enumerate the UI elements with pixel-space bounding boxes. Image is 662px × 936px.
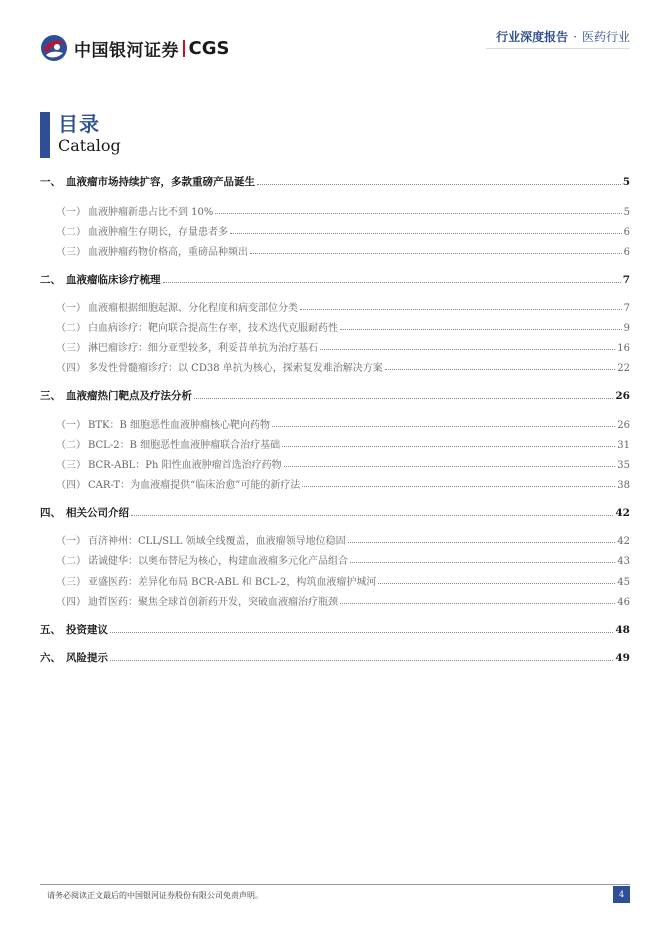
toc-entry-title[interactable]: BTK：B 细胞恶性血液肿瘤核心靶向药物 bbox=[88, 420, 271, 431]
toc-dot-leader bbox=[282, 446, 615, 447]
toc-entry-number: （一） bbox=[56, 420, 86, 431]
toc-entry-number: （四） bbox=[56, 363, 86, 374]
industry-label: 医药行业 bbox=[581, 30, 630, 44]
toc-entry-page: 49 bbox=[615, 652, 630, 664]
toc-entry-title[interactable]: 百济神州：CLL/SLL 领域全线覆盖，血液瘤领导地位稳固 bbox=[88, 536, 346, 547]
toc-entry-title[interactable]: 血液肿瘤新患占比不到 10% bbox=[88, 207, 214, 218]
header-rule bbox=[486, 48, 630, 49]
toc-subsection-entry[interactable] bbox=[40, 532, 630, 547]
toc-entry-title[interactable]: 白血病诊疗：靶向联合提高生存率，技术迭代克服耐药性 bbox=[88, 323, 338, 334]
toc-entry-number: （三） bbox=[56, 577, 86, 588]
report-type: 行业深度报告 bbox=[496, 30, 569, 44]
toc-entry-number: （一） bbox=[56, 536, 86, 547]
toc-entry-title[interactable]: 投资建议 bbox=[66, 624, 108, 636]
toc-entry-page: 26 bbox=[615, 390, 630, 402]
toc-section-entry[interactable] bbox=[40, 388, 630, 403]
toc-subsection-entry[interactable] bbox=[40, 436, 630, 451]
toc-dot-leader bbox=[340, 603, 615, 604]
toc-subsection-entry[interactable] bbox=[40, 416, 630, 431]
toc-entry-number: （四） bbox=[56, 480, 86, 491]
toc-entry-number: 一、 bbox=[40, 176, 61, 188]
toc-dot-leader bbox=[163, 282, 621, 283]
toc-entry-page: 42 bbox=[615, 507, 630, 519]
toc-section-entry[interactable] bbox=[40, 622, 630, 637]
toc-entry-title[interactable]: 亚盛医药：差异化布局 BCR-ABL 和 BCL-2，构筑血液瘤护城河 bbox=[88, 577, 377, 588]
toc-accent-bar bbox=[40, 112, 50, 158]
toc-subsection-entry[interactable] bbox=[40, 223, 630, 238]
toc-subsection-entry[interactable] bbox=[40, 476, 630, 491]
toc-entry-title[interactable]: 风险提示 bbox=[66, 652, 108, 664]
footer-rule bbox=[40, 884, 630, 885]
toc-dot-leader bbox=[110, 660, 613, 661]
toc-dot-leader bbox=[284, 466, 616, 467]
toc-dot-leader bbox=[194, 398, 613, 399]
toc-entry-page: 22 bbox=[617, 363, 630, 374]
toc-entry-page: 6 bbox=[623, 227, 630, 238]
toc-dot-leader bbox=[131, 515, 613, 516]
toc-entry-title[interactable]: BCL-2：B 细胞恶性血液肿瘤联合治疗基础 bbox=[88, 440, 281, 451]
toc-entry-number: （一） bbox=[56, 207, 86, 218]
toc-entry-number: 六、 bbox=[40, 652, 61, 664]
galaxy-logo-icon bbox=[40, 34, 68, 62]
toc-subsection-entry[interactable] bbox=[40, 339, 630, 354]
toc-subsection-entry[interactable] bbox=[40, 203, 630, 218]
toc-title: 目录 bbox=[58, 112, 100, 136]
toc-dot-leader bbox=[348, 542, 616, 543]
toc-subsection-entry[interactable] bbox=[40, 243, 630, 258]
toc-entry-page: 31 bbox=[617, 440, 630, 451]
toc-entry-number: 三、 bbox=[40, 390, 61, 402]
toc-entry-page: 35 bbox=[617, 460, 630, 471]
toc-entry-title[interactable]: 血液瘤根据细胞起源、分化程度和病变部位分类 bbox=[88, 303, 298, 314]
logo-divider bbox=[183, 40, 185, 57]
toc-entry-number: （三） bbox=[56, 247, 86, 258]
toc-section-entry[interactable] bbox=[40, 272, 630, 287]
toc-entry-number: （三） bbox=[56, 343, 86, 354]
page-number: 4 bbox=[613, 886, 630, 903]
toc-entry-title[interactable]: 血液瘤临床诊疗梳理 bbox=[66, 274, 161, 286]
report-tag bbox=[496, 28, 630, 45]
toc-dot-leader bbox=[350, 562, 615, 563]
toc-entry-page: 5 bbox=[622, 176, 630, 188]
toc-subsection-entry[interactable] bbox=[40, 299, 630, 314]
toc-entry-number: （三） bbox=[56, 460, 86, 471]
toc-entry-number: 二、 bbox=[40, 274, 61, 286]
tag-separator: · bbox=[573, 30, 577, 44]
logo-cgs: CGS bbox=[188, 37, 230, 59]
toc-entry-title[interactable]: CAR-T：为血液瘤提供“临床治愈”可能的新疗法 bbox=[88, 480, 301, 491]
toc-entry-title[interactable]: 诺诚健华：以奥布替尼为核心，构建血液瘤多元化产品组合 bbox=[88, 556, 348, 567]
logo-text: 中国银河证券 bbox=[74, 40, 179, 61]
toc-dot-leader bbox=[320, 349, 615, 350]
toc-entry-title[interactable]: 血液瘤热门靶点及疗法分析 bbox=[66, 390, 192, 402]
toc-entry-page: 9 bbox=[623, 323, 630, 334]
toc-entry-number: 四、 bbox=[40, 507, 61, 519]
toc-entry-page: 45 bbox=[617, 577, 630, 588]
toc-dot-leader bbox=[378, 583, 615, 584]
toc-dot-leader bbox=[385, 369, 616, 370]
toc-entry-page: 38 bbox=[617, 480, 630, 491]
toc-subsection-entry[interactable] bbox=[40, 319, 630, 334]
toc-entry-page: 16 bbox=[617, 343, 630, 354]
toc-entry-title[interactable]: 血液肿瘤药物价格高，重磅品种频出 bbox=[88, 247, 248, 258]
page-header bbox=[0, 0, 662, 70]
toc-entry-number: （二） bbox=[56, 440, 86, 451]
toc-dot-leader bbox=[230, 233, 622, 234]
toc-dot-leader bbox=[110, 632, 613, 633]
toc-entry-number: （二） bbox=[56, 323, 86, 334]
toc-section-entry[interactable] bbox=[40, 505, 630, 520]
toc-entry-title[interactable]: 多发性骨髓瘤诊疗：以 CD38 单抗为核心，探索复发难治解决方案 bbox=[88, 363, 383, 374]
toc-entry-number: 五、 bbox=[40, 624, 61, 636]
toc-dot-leader bbox=[302, 486, 615, 487]
toc-dot-leader bbox=[272, 426, 615, 427]
toc-entry-title[interactable]: BCR-ABL：Ph 阳性血液肿瘤首选治疗药物 bbox=[88, 460, 282, 471]
toc-entry-page: 26 bbox=[617, 420, 630, 431]
toc-entry-page: 46 bbox=[617, 597, 630, 608]
toc-dot-leader bbox=[215, 213, 621, 214]
toc-entry-number: （四） bbox=[56, 597, 86, 608]
toc-subsection-entry[interactable] bbox=[40, 552, 630, 567]
company-logo bbox=[40, 34, 229, 62]
toc-entry-title[interactable]: 血液瘤市场持续扩容，多款重磅产品诞生 bbox=[66, 176, 255, 188]
toc-subsection-entry[interactable] bbox=[40, 359, 630, 374]
toc-entry-title[interactable]: 相关公司介绍 bbox=[66, 507, 129, 519]
toc-subsection-entry[interactable] bbox=[40, 573, 630, 588]
toc-dot-leader bbox=[300, 309, 622, 310]
toc-entry-title[interactable]: 淋巴瘤诊疗：细分亚型较多，利妥昔单抗为治疗基石 bbox=[88, 343, 318, 354]
toc-dot-leader bbox=[257, 184, 621, 185]
toc-entry-number: （二） bbox=[56, 227, 86, 238]
toc-entry-page: 43 bbox=[617, 556, 630, 567]
toc-subtitle: Catalog bbox=[58, 136, 121, 155]
toc-entry-page: 7 bbox=[622, 274, 630, 286]
toc-entry-page: 7 bbox=[623, 303, 630, 314]
toc-entry-page: 48 bbox=[615, 624, 630, 636]
toc-entry-page: 5 bbox=[623, 207, 630, 218]
toc-entry-title[interactable]: 血液肿瘤生存期长，存量患者多 bbox=[88, 227, 228, 238]
toc-entry-number: （一） bbox=[56, 303, 86, 314]
footer-disclaimer: 请务必阅读正文最后的中国银河证券股份有限公司免责声明。 bbox=[47, 891, 263, 900]
toc-section-entry[interactable] bbox=[40, 650, 630, 665]
toc-subsection-entry[interactable] bbox=[40, 593, 630, 608]
toc-entry-title[interactable]: 迪哲医药：聚焦全球首创新药开发，突破血液瘤治疗瓶颈 bbox=[88, 597, 338, 608]
toc-subsection-entry[interactable] bbox=[40, 456, 630, 471]
toc-entry-page: 6 bbox=[623, 247, 630, 258]
toc-entry-page: 42 bbox=[617, 536, 630, 547]
toc-section-entry[interactable] bbox=[40, 174, 630, 189]
toc-dot-leader bbox=[250, 253, 622, 254]
toc-dot-leader bbox=[340, 329, 622, 330]
toc-entry-number: （二） bbox=[56, 556, 86, 567]
